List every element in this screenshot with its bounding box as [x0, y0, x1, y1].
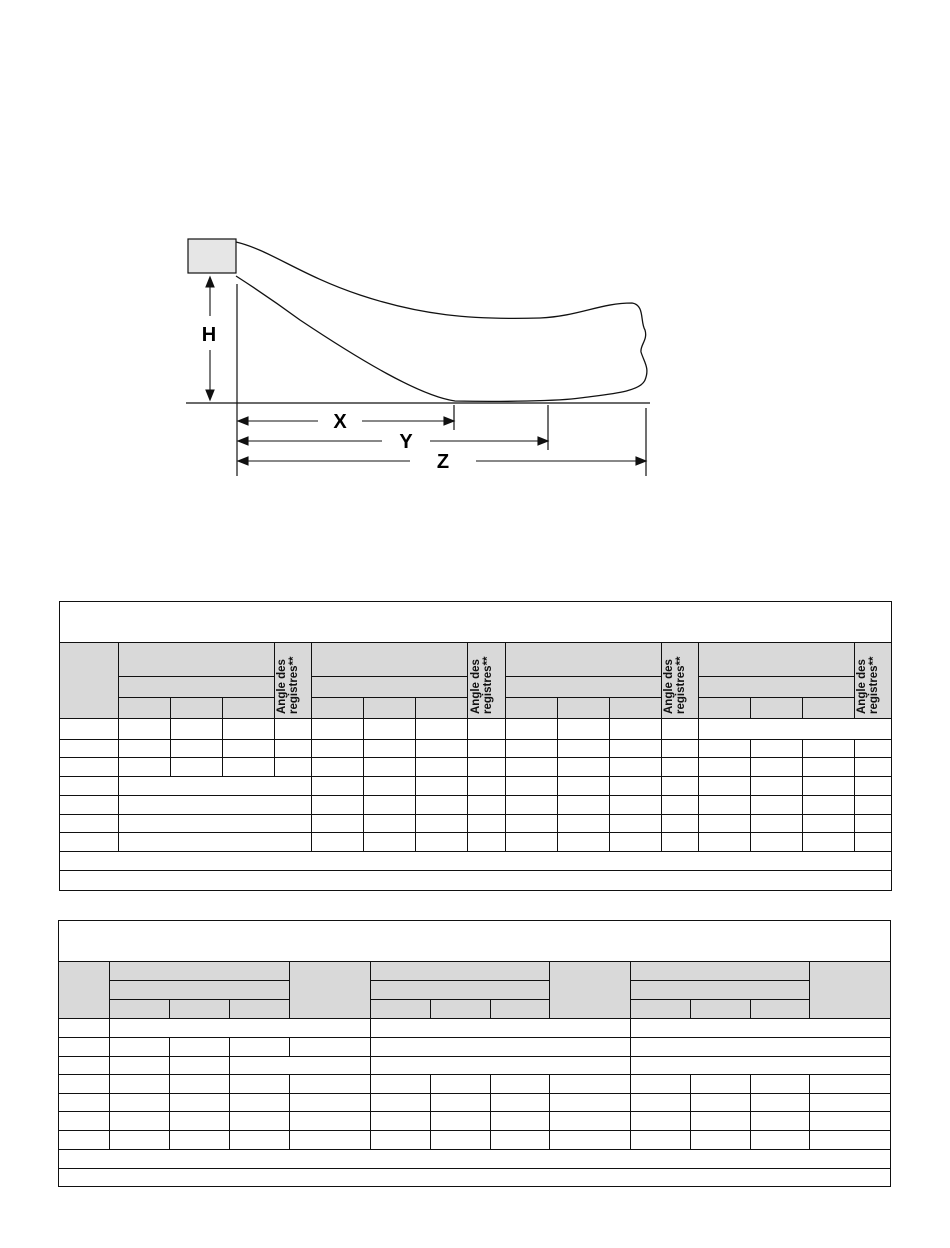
table-2-header-shade [59, 962, 890, 1018]
z-dimension-label: Z [436, 451, 450, 473]
damper-angle-header-3: Angle desregistres** [663, 656, 687, 714]
h-dimension-label: H [201, 324, 217, 346]
damper-angle-header-2: Angle desregistres** [470, 656, 494, 714]
y-dimension-label: Y [399, 431, 413, 453]
damper-angle-header-1: Angle desregistres** [276, 656, 300, 714]
table-2-frame [59, 921, 891, 1187]
x-dimension-label: X [333, 411, 347, 433]
damper-angle-header-4: Angle desregistres** [856, 656, 880, 714]
